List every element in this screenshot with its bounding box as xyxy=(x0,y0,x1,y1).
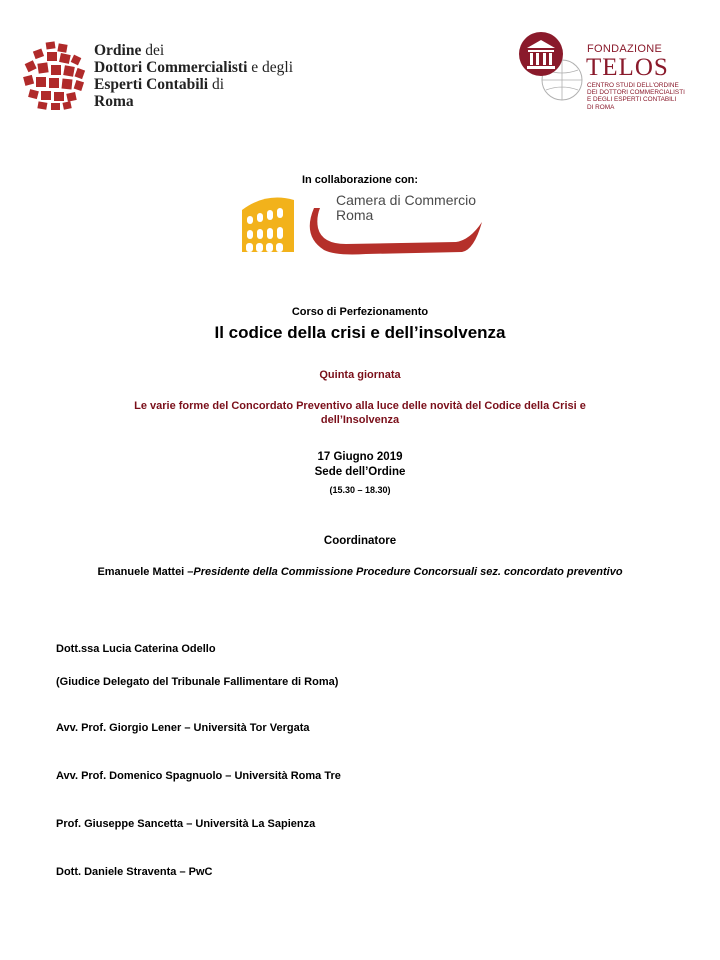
speaker-5: Dott. Daniele Straventa – PwC xyxy=(56,866,213,878)
telos-logo xyxy=(516,30,706,120)
coordinator-name: Emanuele Mattei – xyxy=(97,566,194,578)
speaker-3: Avv. Prof. Domenico Spagnuolo – Università Roma Tre xyxy=(56,770,341,782)
telos-subtitle: CENTRO STUDI DELL'ORDINE DEI DOTTORI COMMERCIALISTI E DEGLI ESPERTI CONTABILI DI ROMA xyxy=(587,82,685,111)
coordinator-label: Coordinatore xyxy=(323,535,397,547)
speaker-4: Prof. Giuseppe Sancetta – Università La Sapienza xyxy=(56,818,316,830)
topic-title: Le varie forme del Concordato Preventivo alla luce delle novità del Codice della Crisi e dell’Insolvenza xyxy=(134,400,586,426)
collaboration-label: In collaborazione con: xyxy=(301,174,419,186)
odc-logo xyxy=(20,40,320,115)
event-time: (15.30 – 18.30) xyxy=(329,485,391,495)
course-type: Corso di Perfezionamento xyxy=(291,306,429,318)
temple-logo-icon xyxy=(516,30,588,102)
camera-commercio-logo xyxy=(238,188,488,258)
event-date: 17 Giugno 2019 xyxy=(317,451,403,463)
odc-name: Ordine dei Dottori Commercialisti e degli Esperti Contabili di Roma xyxy=(94,42,293,110)
speaker-2: Avv. Prof. Giorgio Lener – Università Tor Vergata xyxy=(56,722,310,734)
speaker-1-role: (Giudice Delegato del Tribunale Fallimentare di Roma) xyxy=(56,676,339,688)
telos-title: TELOS xyxy=(586,54,669,81)
course-title: Il codice della crisi e dell’insolvenza xyxy=(214,323,506,342)
day-label: Quinta giornata xyxy=(319,369,401,381)
event-venue: Sede dell’Ordine xyxy=(314,466,406,478)
coordinator-role: Presidente della Commissione Procedure Concorsuali sez. concordato preventivo xyxy=(193,566,623,578)
speaker-1: Dott.ssa Lucia Caterina Odello xyxy=(56,643,216,655)
telos-small-label: FONDAZIONE xyxy=(587,43,663,55)
globe-logo-icon xyxy=(20,40,88,112)
colosseum-icon xyxy=(238,188,298,254)
coordinator-line xyxy=(0,566,720,578)
camera-commercio-name: Camera di Commercio Roma xyxy=(336,192,477,223)
